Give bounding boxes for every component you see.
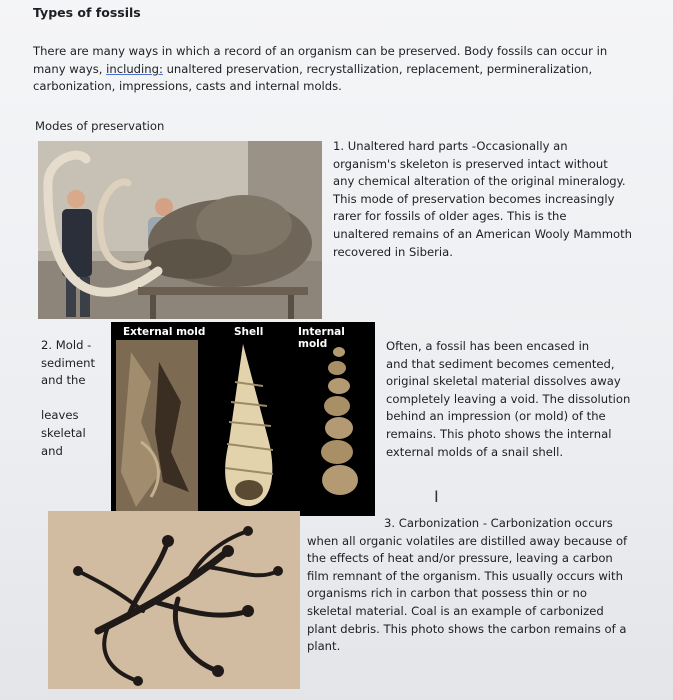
section2-right-line: Often, a fossil has been encased in [386, 339, 590, 353]
section-unaltered-text [333, 138, 632, 261]
section2-right-line: remains. This photo shows the internal [386, 426, 612, 441]
label-external-mold: External mold [123, 326, 206, 338]
section2-left-line: and [41, 443, 63, 458]
section1-line: unaltered remains of an American Wooly Mammoth [333, 226, 633, 241]
spellcheck-underlined-word[interactable]: including: [106, 61, 163, 76]
page-title: Types of fossils [33, 5, 141, 20]
snail-molds-photo [111, 322, 375, 516]
section2-left-line: and the [41, 373, 86, 388]
text-cursor-icon: I [434, 487, 439, 506]
section2-left-line [41, 390, 95, 408]
label-internal-mold: Internal mold [298, 326, 345, 350]
section2-right-line: external molds of a snail shell. [386, 444, 564, 459]
section3-line: when all organic volatiles are distilled away because of [307, 533, 628, 548]
section3-line: 3. Carbonization - Carbonization occurs [384, 516, 613, 530]
section1-line: 1. Unaltered hard parts -Occasionally an [333, 139, 568, 153]
section1-line: This mode of preservation becomes increasingly [333, 191, 615, 206]
section-mold-right-text [386, 338, 630, 461]
section2-right-line: and that sediment becomes cemented, [386, 356, 615, 371]
section3-line: organisms rich in carbon that possess thin or no [307, 586, 587, 601]
section-mold-left-text [41, 337, 95, 460]
intro-line-2-prefix: many ways, [33, 61, 107, 76]
section1-line: any chemical alteration of the original mineralogy. [333, 174, 626, 189]
section1-line: recovered in Siberia. [333, 244, 453, 259]
intro-line-3: carbonization, impressions, casts and internal molds. [33, 79, 342, 94]
section1-line: rarer for fossils of older ages. This is the [333, 209, 567, 224]
section2-right-line: original skeletal material dissolves away [386, 374, 621, 389]
section2-left-line: skeletal [41, 425, 86, 440]
modes-heading: Modes of preservation [35, 119, 165, 133]
section2-left-line: leaves [41, 408, 79, 423]
intro-paragraph [33, 43, 607, 96]
intro-line-1: There are many ways in which a record of an organism can be preserved. Body fossils can occur in [33, 44, 608, 58]
intro-line-2 [33, 61, 607, 79]
section2-left-line: 2. Mold - [41, 338, 92, 352]
section2-right-line: completely leaving a void. The dissolution [386, 391, 631, 406]
section1-line: organism's skeleton is preserved intact without [333, 156, 608, 171]
section2-right-line: behind an impression (or mold) of the [386, 409, 606, 424]
section3-line: skeletal material. Coal is an example of carbonized [307, 603, 604, 618]
mammoth-photo [38, 141, 322, 319]
section3-line: the effects of heat and/or pressure, leaving a carbon [307, 551, 613, 566]
intro-line-2-rest: unaltered preservation, recrystallization, replacement, permineralization, [166, 61, 593, 76]
label-shell: Shell [234, 326, 264, 338]
section3-line: plant debris. This photo shows the carbon remains of a [307, 621, 627, 636]
carbonized-plant-photo [48, 511, 300, 689]
section2-left-line: sediment [41, 355, 96, 370]
section3-line: film remnant of the organism. This usually occurs with [307, 568, 623, 583]
section3-line: plant. [307, 639, 341, 654]
section-carbonization-text [307, 515, 627, 656]
